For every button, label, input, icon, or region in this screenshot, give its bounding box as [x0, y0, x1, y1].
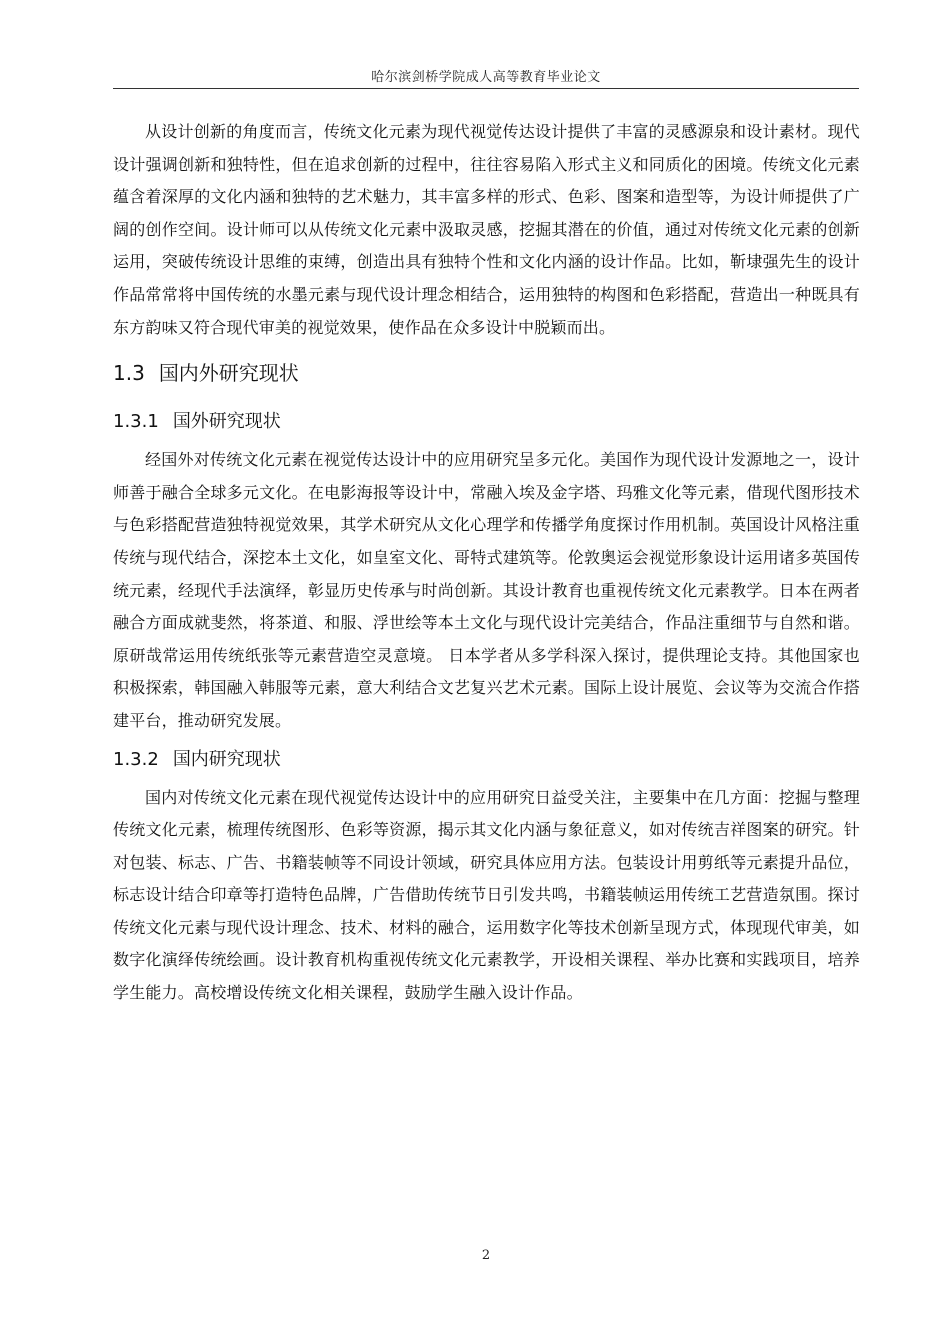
section-heading-1-3-1: [113, 400, 860, 444]
section-number: 1.3: [113, 361, 145, 386]
paragraph-foreign-research: 经国外对传统文化元素在视觉传达设计中的应用研究呈多元化。美国作为现代设计发源地之一，设计师善于融合全球多元文化。在电影海报等设计中，常融入埃及金字塔、玛雅文化等元素，借现代图形技术与色彩搭配营造独特视觉效果，其学术研究从文化心理学和传播学角度探讨作用机制。英国设计风格注重传统与现代结合，深挖本土文化，如皇室文化、哥特式建筑等。伦敦奥运会视觉形象设计运用诸多英国传统元素，经现代手法演绎，彰显历史传承与时尚创新。其设计教育也重视传统文化元素教学。日本在两者融合方面成就斐然，将茶道、和服、浮世绘等本土文化与现代设计完美结合，作品注重细节与自然和谐。原研哉常运用传统纸张等元素营造空灵意境。 日本学者从多学科深入探讨，提供理论支持。其他国家也积极探索，韩国融入韩服等元素，意大利结合文艺复兴艺术元素。国际上设计展览、会议等为交流合作搭建平台，推动研究发展。: [113, 450, 860, 730]
subsection-number: 1.3.2: [113, 748, 159, 770]
page-number: 2: [481, 1248, 491, 1263]
paragraph-domestic-research: 国内对传统文化元素在现代视觉传达设计中的应用研究日益受关注，主要集中在几方面：挖掘与整理传统文化元素，梳理传统图形、色彩等资源，揭示其文化内涵与象征意义，如对传统吉祥图案的研究。针对包装、标志、广告、书籍装帧等不同设计领域，研究具体应用方法。包装设计用剪纸等元素提升品位，标志设计结合印章等打造特色品牌，广告借助传统节日引发共鸣，书籍装帧运用传统工艺营造氛围。探讨传统文化元素与现代设计理念、技术、材料的融合，运用数字化等技术创新呈现方式，体现现代审美，如数字化演绎传统绘画。设计教育机构重视传统文化元素教学，开设相关课程、举办比赛和实践项目，培养学生能力。高校增设传统文化相关课程，鼓励学生融入设计作品。: [113, 787, 860, 1003]
page-content: [113, 116, 860, 1010]
section-heading-1-3-2: [113, 738, 860, 782]
section-heading-1-3: [113, 350, 860, 396]
subsection-title: 国内研究现状: [172, 748, 281, 770]
subsection-number: 1.3.1: [113, 411, 159, 433]
paragraph-design-innovation: 从设计创新的角度而言，传统文化元素为现代视觉传达设计提供了丰富的灵感源泉和设计素材。现代设计强调创新和独特性，但在追求创新的过程中，往往容易陷入形式主义和同质化的困境。传统文化元素蕴含着深厚的文化内涵和独特的艺术魅力，其丰富多样的形式、色彩、图案和造型等，为设计师提供了广阔的创作空间。设计师可以从传统文化元素中汲取灵感，挖掘其潜在的价值，通过对传统文化元素的创新运用，突破传统设计思维的束缚，创造出具有独特个性和文化内涵的设计作品。比如，靳埭强先生的设计作品常常将中国传统的水墨元素与现代设计理念相结合，运用独特的构图和色彩搭配，营造出一种既具有东方韵味又符合现代审美的视觉效果，使作品在众多设计中脱颖而出。: [113, 122, 860, 337]
section-title: 国内外研究现状: [158, 361, 299, 386]
running-header: 哈尔滨剑桥学院成人高等教育毕业论文: [371, 70, 601, 85]
header-rule: [113, 88, 859, 89]
subsection-title: 国外研究现状: [172, 411, 281, 433]
